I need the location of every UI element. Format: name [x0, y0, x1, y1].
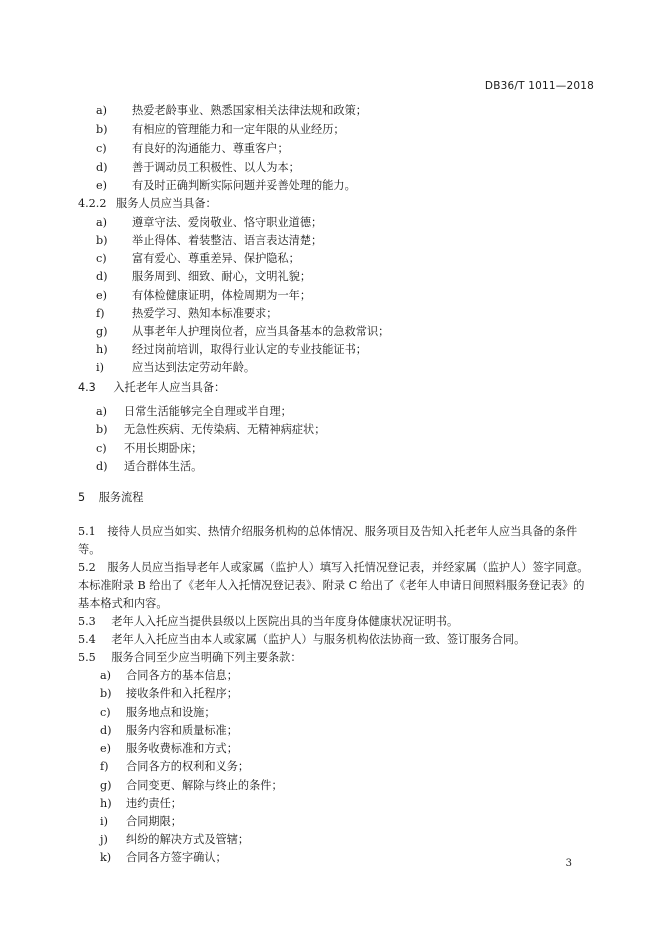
item-marker: e)	[96, 289, 107, 302]
item-marker: a)	[96, 405, 108, 418]
item-text: 接收条件和入托程序；	[126, 687, 238, 700]
item-text: 纠纷的解决方式及管辖；	[126, 833, 250, 846]
section-number: 4.3	[78, 381, 96, 394]
item-marker: b)	[96, 234, 108, 247]
item-text: 合同各方的基本信息；	[126, 669, 238, 682]
section-title: 入托老年人应当具备：	[113, 381, 226, 394]
item-marker: i)	[96, 361, 104, 374]
section-number: 5.4	[78, 633, 96, 646]
item-marker: c)	[96, 252, 107, 265]
paragraph-text: 服务人员应当指导老年人或家属（监护人）填写入托情况登记表，并经家属（监护人）签字同意。	[107, 561, 589, 574]
item-text: 无急性疾病、无传染病、无精神病症状；	[124, 423, 326, 436]
section-title: 服务人员应当具备：	[116, 197, 217, 210]
section-number: 4.2.2	[78, 197, 107, 210]
item-marker: g)	[96, 325, 108, 338]
item-text: 有相应的管理能力和一定年限的从业经历；	[132, 123, 345, 136]
section-title: 服务流程	[98, 491, 144, 504]
item-marker: i)	[100, 815, 108, 828]
item-text: 适合群体生活。	[124, 460, 203, 473]
section-number: 5	[78, 491, 86, 504]
section-5-3	[78, 615, 458, 629]
item-marker: b)	[100, 687, 112, 700]
document-code: DB36/T 1011—2018	[484, 80, 594, 92]
paragraph-text: 老年人入托应当由本人或家属（监护人）与服务机构依法协商一致、签订服务合同。	[111, 633, 526, 646]
item-text: 日常生活能够完全自理或半自理；	[124, 405, 292, 418]
item-text: 举止得体、着装整洁、语言表达清楚；	[132, 234, 323, 247]
item-text: 不用长期卧床；	[124, 442, 203, 455]
item-text: 有体检健康证明，体检周期为一年；	[132, 289, 312, 302]
section-5-1-line-1	[78, 525, 577, 539]
section-5-4	[78, 633, 525, 647]
paragraph-text: 老年人入托应当提供县级以上医院出具的当年度身体健康状况证明书。	[111, 615, 459, 628]
section-number: 5.1	[78, 525, 96, 538]
item-text: 热爱老龄事业、熟悉国家相关法律法规和政策；	[132, 104, 367, 117]
item-marker: c)	[100, 706, 111, 719]
item-text: 合同各方签字确认；	[126, 851, 227, 864]
item-text: 服务内容和质量标准；	[126, 724, 238, 737]
section-5-1-line-2: 等。	[78, 543, 101, 556]
section-5-2-line-3: 基本格式和内容。	[78, 597, 168, 610]
item-marker: b)	[96, 123, 108, 136]
item-text: 合同各方的权利和义务；	[126, 760, 250, 773]
item-marker: f)	[100, 760, 109, 773]
item-text: 服务周到、细致、耐心，文明礼貌；	[132, 270, 312, 283]
item-marker: d)	[96, 270, 108, 283]
section-4-3-heading	[78, 381, 225, 395]
item-marker: j)	[100, 833, 108, 846]
item-marker: a)	[100, 669, 112, 682]
item-marker: d)	[100, 724, 112, 737]
section-5-2-line-2: 本标准附录 B 给出了《老年人入托情况登记表》、附录 C 给出了《老年人申请日间照料服务登记表》的	[78, 579, 585, 592]
item-marker: f)	[96, 307, 105, 320]
item-text: 善于调动员工积极性、以人为本；	[132, 161, 300, 174]
item-marker: a)	[96, 216, 108, 229]
item-marker: a)	[96, 104, 108, 117]
item-marker: g)	[100, 779, 112, 792]
item-text: 应当达到法定劳动年龄。	[132, 361, 256, 374]
page-number: 3	[565, 858, 572, 869]
item-text: 违约责任；	[126, 797, 182, 810]
section-number: 5.3	[78, 615, 96, 628]
section-4-2-2-heading	[78, 197, 217, 211]
item-marker: h)	[96, 343, 108, 356]
item-text: 服务收费标准和方式；	[126, 742, 238, 755]
item-text: 从事老年人护理岗位者，应当具备基本的急救常识；	[132, 325, 390, 338]
paragraph-text: 接待人员应当如实、热情介绍服务机构的总体情况、服务项目及告知入托老年人应当具备的条件	[107, 525, 578, 538]
section-5-heading	[78, 491, 143, 505]
section-number: 5.5	[78, 651, 96, 664]
section-title: 服务合同至少应当明确下列主要条款：	[111, 651, 302, 664]
item-marker: d)	[96, 460, 108, 473]
item-marker: d)	[96, 161, 108, 174]
item-text: 遵章守法、爱岗敬业、恪守职业道德；	[132, 216, 323, 229]
section-number: 5.2	[78, 561, 96, 574]
item-text: 富有爱心、尊重差异、保护隐私；	[132, 252, 300, 265]
item-text: 合同变更、解除与终止的条件；	[126, 779, 283, 792]
item-text: 热爱学习、熟知本标准要求；	[132, 307, 278, 320]
item-marker: b)	[96, 423, 108, 436]
item-text: 有良好的沟通能力、尊重客户；	[132, 142, 289, 155]
item-text: 合同期限；	[126, 815, 182, 828]
item-marker: k)	[100, 851, 112, 864]
section-5-2-line-1	[78, 561, 588, 575]
item-marker: c)	[96, 142, 107, 155]
item-text: 经过岗前培训，取得行业认定的专业技能证书；	[132, 343, 367, 356]
item-text: 有及时正确判断实际问题并妥善处理的能力。	[132, 179, 356, 192]
item-text: 服务地点和设施；	[126, 706, 216, 719]
section-5-5-heading	[78, 651, 302, 665]
item-marker: e)	[100, 742, 111, 755]
item-marker: e)	[96, 179, 107, 192]
item-marker: h)	[100, 797, 112, 810]
item-marker: c)	[96, 442, 107, 455]
